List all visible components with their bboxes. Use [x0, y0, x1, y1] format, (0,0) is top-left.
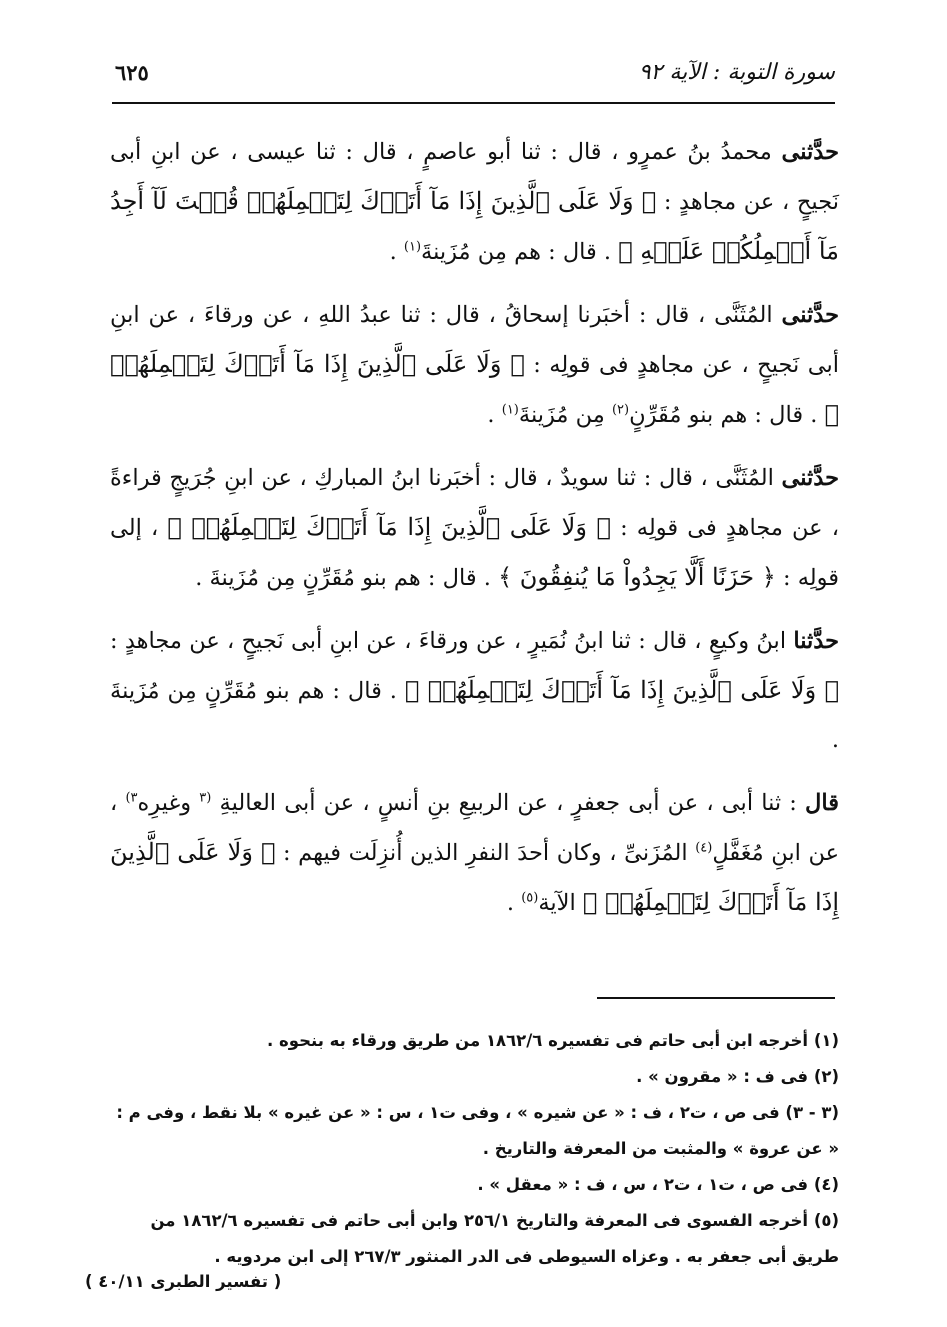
footnote: (٢) فى ف : « مقرون » . [636, 1067, 839, 1086]
footnote-marker: (٤) [695, 840, 713, 856]
paragraph-lead: قال [805, 790, 840, 816]
quran-verse: ﴿ وَلَا عَلَى ٱلَّذِينَ إِذَا مَآ أَتَوۡكَ لِتَحۡمِلَهُمۡ ﴾ [110, 838, 839, 916]
footnote-marker: (١) [501, 402, 519, 418]
text-run: . [389, 239, 404, 265]
quran-verse: ﴿ وَلَا عَلَى ٱلَّذِينَ إِذَا مَآ أَتَوۡكَ لِتَحۡمِلَهُمۡ قُلۡتَ لَآ أَجِدُ مَآ أَحۡمِلُكُمۡ عَلَيۡهِ ﴾ [110, 187, 839, 265]
footnote-separator [597, 997, 835, 999]
paragraph-lead: حدَّثنى [781, 139, 839, 165]
running-title: سورة التوبة : الآية ٩٢ [638, 59, 835, 85]
text-run: ، إلى قولِه : [110, 515, 839, 591]
hadith-paragraph [110, 454, 839, 603]
quran-verse: ﴿ وَلَا عَلَى ٱلَّذِينَ إِذَا مَآ أَتَوۡكَ لِتَحۡمِلَهُمۡ ﴾ [167, 513, 611, 541]
page-number: ٦٢٥ [115, 59, 149, 85]
quran-verse: ﴿ حَزَنًا أَلَّا يَجِدُواْ مَا يُنفِقُونَ ﴾ [498, 563, 776, 591]
text-run: : ثنا أبى ، عن أبى جعفرٍ ، عن الربيعِ بنِ أنسٍ ، عن أبى العاليةِ [211, 790, 806, 816]
main-text [110, 128, 839, 942]
footnote-marker: (٢) [611, 402, 630, 418]
text-run: المُثَنَّى ، قال : أخبَرنا إسحاقُ ، قال : ثنا عبدُ اللهِ ، عن ورقاءَ ، عن ابنِ أبى نَجيحٍ ، عن مجاهدٍ فى قولِه : [110, 302, 839, 378]
hadith-paragraph [110, 291, 839, 440]
footnotes [110, 1023, 839, 1275]
page-header [115, 52, 835, 92]
footnote: (١) أخرجه ابن أبى حاتم فى تفسيره ١٨٦٢/٦ من طريق ورقاء به بنحوه . [266, 1031, 839, 1050]
text-run: . قال : هم بنو مُقَرِّنٍ [629, 402, 825, 428]
hadith-paragraph [110, 779, 839, 928]
text-run: مِن مُزَينةَ [518, 402, 612, 428]
text-run: . قال : هم مِن مُزَينةَ [421, 239, 619, 265]
text-run: المُثَنَّى ، قال : ثنا سويدٌ ، قال : أخبَرنا ابنُ المباركِ ، عن ابنِ جُرَيجٍ قراءةً ، عن مجاهدٍ فى قولِه : [110, 465, 839, 541]
footnote-marker: (٥) [521, 890, 539, 906]
header-rule [112, 102, 835, 104]
volume-footer: ( تفسير الطبرى ٤٠/١١ ) [85, 1272, 282, 1291]
text-run: . قال : هم بنو مُقَرِّنٍ مِن مُزَينةَ . [195, 565, 499, 591]
paragraph-lead: حدَّثنى [781, 302, 839, 328]
text-run: . قال : هم بنو مُقَرِّنٍ مِن مُزَينةَ . [110, 678, 839, 753]
text-run: وغيرِه [137, 790, 200, 816]
text-run: الآية [538, 890, 583, 916]
footnote-marker: ٣) [125, 790, 138, 806]
text-run: ، عن ابنِ مُغَفَّلٍ [110, 790, 839, 866]
footnote-marker: (١) [403, 239, 422, 255]
text-run: محمدُ بنُ عمرٍو ، قال : ثنا أبو عاصمٍ ، قال : ثنا عيسى ، عن ابنِ أبى نَجيحٍ ، عن مجاهدٍ : [110, 139, 839, 215]
hadith-paragraph [110, 128, 839, 277]
text-run: . [487, 402, 502, 428]
quran-verse: ﴿ وَلَا عَلَى ٱلَّذِينَ إِذَا مَآ أَتَوۡكَ لِتَحۡمِلَهُمۡ ﴾ [110, 350, 839, 428]
text-run: . [506, 890, 522, 916]
footnote-marker: (٣ [199, 790, 212, 806]
paragraph-lead: حدَّثنا [793, 628, 839, 654]
quran-verse: ﴿ وَلَا عَلَى ٱلَّذِينَ إِذَا مَآ أَتَوۡكَ لِتَحۡمِلَهُمۡ ﴾ [404, 676, 839, 704]
hadith-paragraph [110, 617, 839, 765]
footnote: (٣ - ٣) فى ص ، ت٢ ، ف : « عن شيره » ، وفى ت١ ، س : « عن غيره » بلا نقط ، وفى م : « عن عروة » والمثبت من المعرفة والتاريخ . [116, 1103, 839, 1158]
footnote: (٥) أخرجه الفسوى فى المعرفة والتاريخ ٢٥٦/١ وابن أبى حاتم فى تفسيره ١٨٦٢/٦ من طريق أبى جعفر به . وعزاه السيوطى فى الدر المنثور ٢٦٧/٣ إلى ابن مردويه . [150, 1211, 839, 1266]
paragraph-lead: حدَّثنى [781, 465, 839, 491]
footnote: (٤) فى ص ، ت١ ، ت٢ ، س ، ف : « معقل » . [477, 1175, 839, 1194]
text-run: ابنُ وكيعٍ ، قال : ثنا ابنُ نُمَيرٍ ، عن ورقاءَ ، عن ابنِ أبى نَجيحٍ ، عن مجاهدٍ : [110, 628, 794, 654]
text-run: المُزَنىِّ ، وكان أحدَ النفرِ الذين أُنزِلَت فيهم : [275, 840, 696, 866]
